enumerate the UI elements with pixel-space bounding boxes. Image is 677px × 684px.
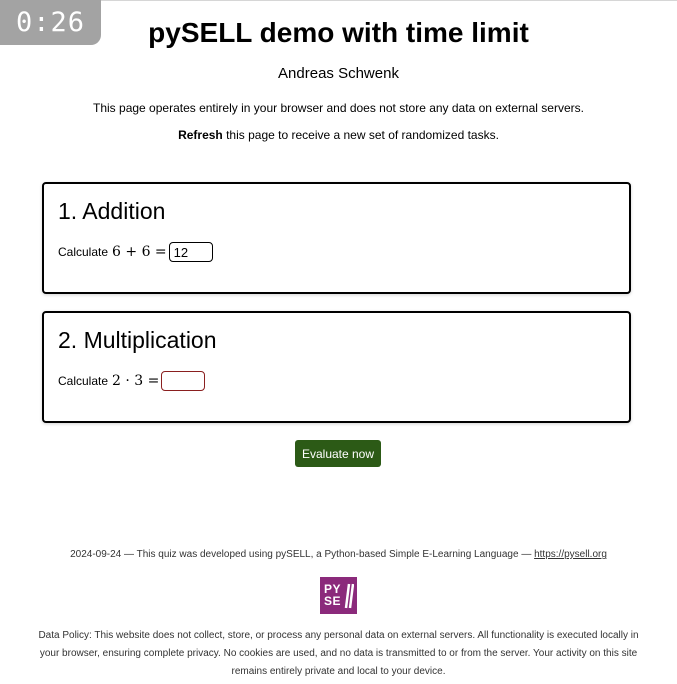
pysell-logo[interactable] (320, 577, 357, 614)
question-body (58, 371, 205, 391)
refresh-bold-label: Refresh (178, 128, 223, 142)
timer-display: 0:26 (0, 0, 101, 45)
privacy-info-text: This page operates entirely in your browser and does not store any data on external servers. (93, 101, 584, 115)
question-title: 2. Multiplication (58, 327, 217, 353)
footer-description: 2024-09-24 — This quiz was developed using pySELL, a Python-based Simple E-Learning Language — (70, 549, 535, 560)
author-name: Andreas Schwenk (278, 65, 399, 82)
evaluate-now-button[interactable]: Evaluate now (295, 440, 381, 467)
logo-slash-bars-icon (342, 583, 354, 609)
answer-input-addition[interactable] (169, 242, 213, 262)
answer-input-multiplication[interactable] (161, 371, 205, 391)
refresh-info-text (0, 128, 677, 142)
math-expression: 6 + 6 = (112, 244, 167, 260)
top-border-line (0, 0, 677, 1)
question-body (58, 242, 213, 262)
question-title: 1. Addition (58, 198, 166, 224)
question-card-multiplication (42, 311, 631, 423)
math-expression: 2 · 3 = (112, 373, 160, 389)
question-card-addition (42, 182, 631, 294)
footer-text (0, 549, 677, 560)
page-title: pySELL demo with time limit (148, 17, 529, 48)
question-prompt: Calculate (58, 374, 109, 388)
refresh-info-rest: this page to receive a new set of randomized tasks. (222, 128, 499, 142)
question-prompt: Calculate (58, 245, 109, 259)
logo-text-py: PY (324, 582, 342, 596)
pysell-link[interactable]: https://pysell.org (534, 549, 607, 560)
logo-text-se: SE (324, 594, 342, 608)
data-policy-text: Data Policy: This website does not collect, store, or process any personal data on external servers. All functionality is executed locally in your browser, ensuring complete privacy. No cookies are used, and no data is transmitted to or from the server. Your activity on this site remains entirely private and local to your device. (38, 630, 639, 677)
